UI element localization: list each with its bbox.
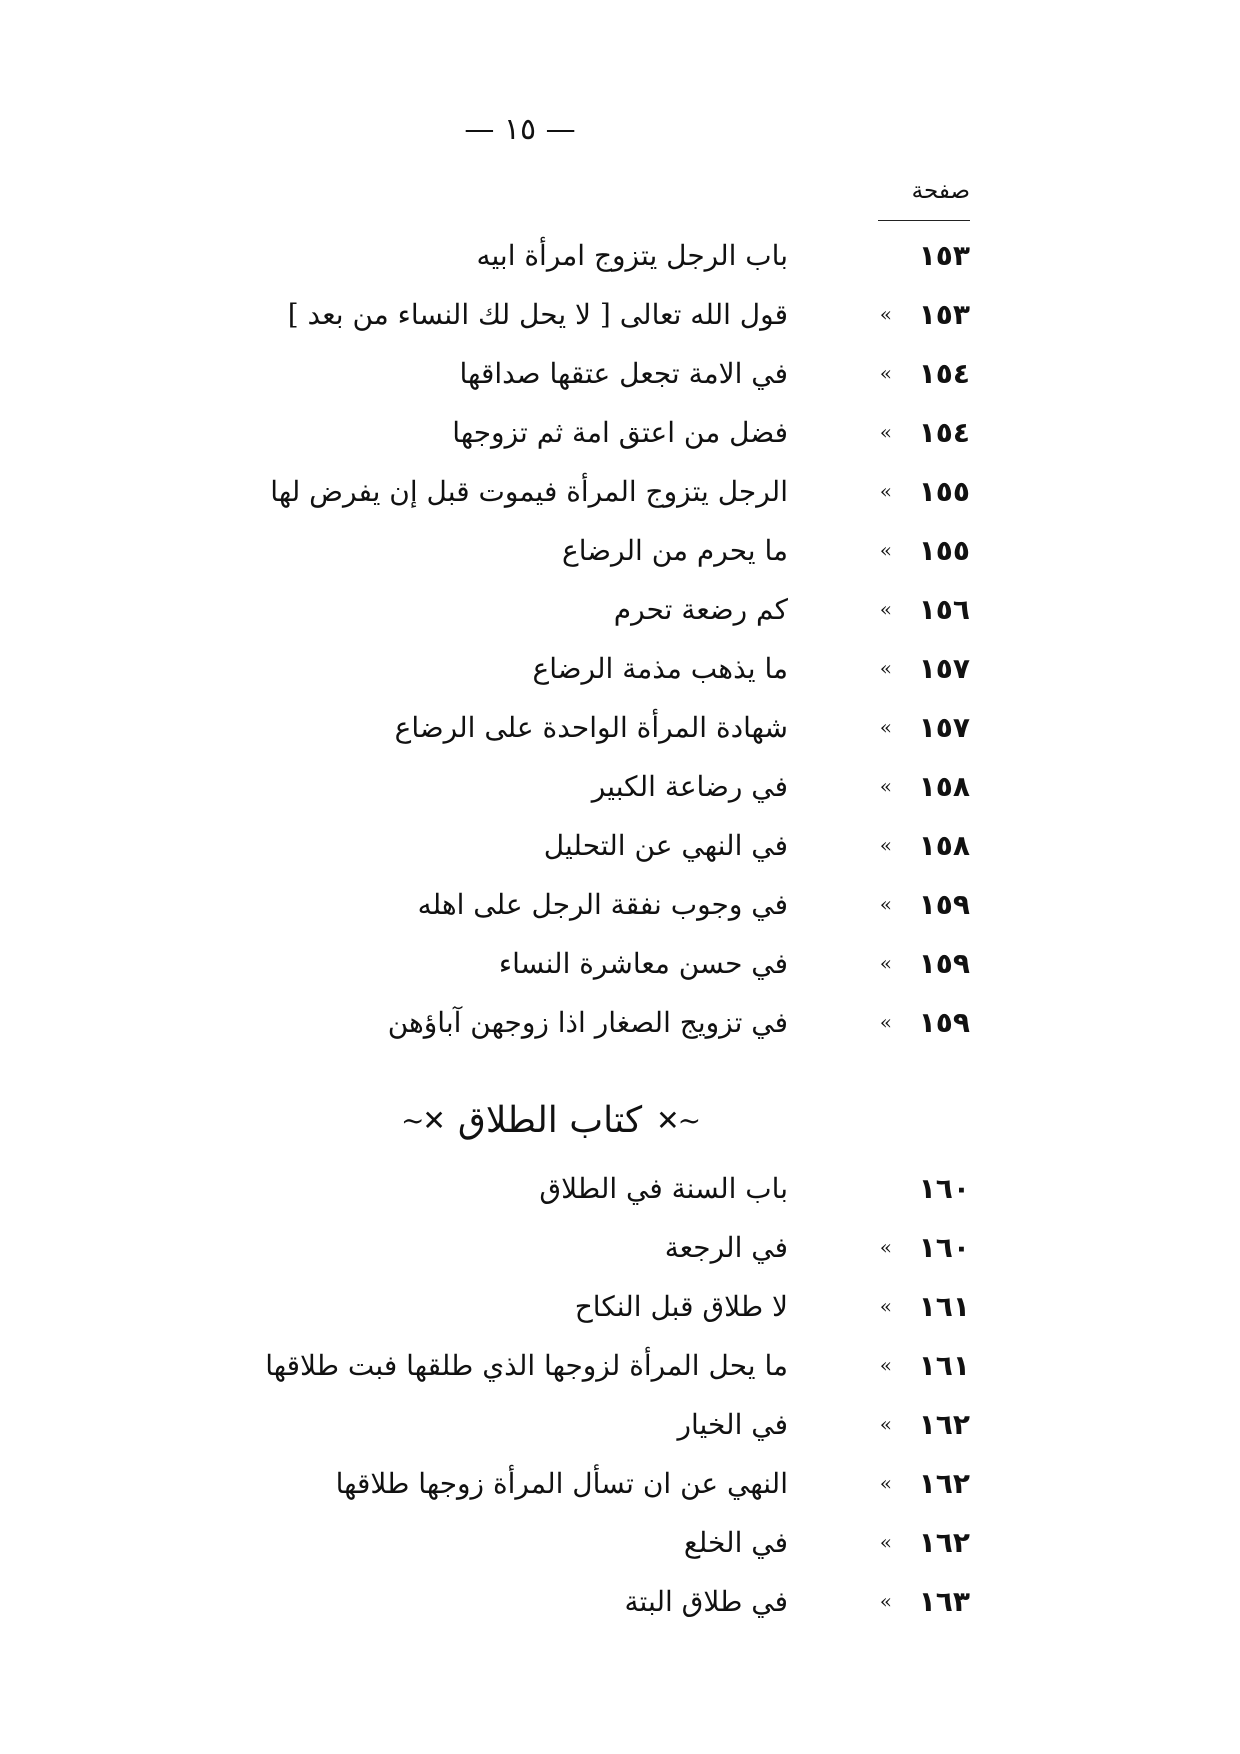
entry-page-number: ١٥٥	[918, 533, 970, 567]
index-entry	[270, 466, 970, 516]
entry-title: النهي عن ان تسأل المرأة زوجها طلاقها	[335, 1466, 788, 1500]
ornament-left: ✕~	[400, 1103, 444, 1137]
ditto-mark: »	[879, 361, 892, 385]
entry-title: باب الرجل يتزوج امرأة ابيه	[476, 238, 788, 272]
column-header: صفحة	[911, 178, 970, 204]
ditto-mark: »	[879, 715, 892, 739]
ditto-mark: »	[879, 1010, 892, 1034]
section-heading	[300, 1090, 800, 1150]
index-entry	[533, 643, 970, 693]
ditto-mark: »	[879, 1235, 892, 1259]
index-entry	[625, 1576, 970, 1626]
entry-title: شهادة المرأة الواحدة على الرضاع	[394, 710, 788, 744]
entry-title: ما يحل المرأة لزوجها الذي طلقها فبت طلاقها	[265, 1348, 788, 1382]
entry-page-number: ١٦٣	[918, 1584, 970, 1618]
index-entry	[575, 1281, 970, 1331]
entry-page-number: ١٦٠	[918, 1230, 970, 1264]
ditto-mark: »	[879, 420, 892, 444]
ditto-mark: »	[879, 1471, 892, 1495]
entry-page-number: ١٥٩	[918, 887, 970, 921]
page-number: — ١٥ —	[464, 112, 576, 147]
ditto-mark: »	[879, 597, 892, 621]
index-entry	[562, 525, 970, 575]
entry-title: في رضاعة الكبير	[591, 769, 788, 803]
ditto-mark: »	[879, 833, 892, 857]
entry-title: باب السنة في الطلاق	[539, 1171, 788, 1205]
ditto-mark: »	[879, 1530, 892, 1554]
entry-title: في الامة تجعل عتقها صداقها	[459, 356, 788, 390]
ditto-mark: »	[879, 1589, 892, 1613]
entry-page-number: ١٥٤	[918, 356, 970, 390]
index-entry	[476, 230, 970, 280]
entry-page-number: ١٥٨	[918, 769, 970, 803]
entry-page-number: ١٥٩	[918, 1005, 970, 1039]
entry-page-number: ١٦١	[918, 1348, 970, 1382]
entry-title: لا طلاق قبل النكاح	[574, 1289, 788, 1323]
entry-title: في النهي عن التحليل	[543, 828, 788, 862]
entry-title: في وجوب نفقة الرجل على اهله	[417, 887, 788, 921]
entry-page-number: ١٦٢	[918, 1525, 970, 1559]
ditto-mark: »	[879, 479, 892, 503]
entry-page-number: ١٥٤	[918, 415, 970, 449]
ditto-mark: »	[879, 656, 892, 680]
entry-page-number: ١٦٢	[918, 1466, 970, 1500]
ditto-mark: »	[879, 774, 892, 798]
index-entry	[614, 584, 970, 634]
index-entry	[592, 761, 970, 811]
entry-title: ما يحرم من الرضاع	[562, 533, 788, 567]
ditto-mark: »	[879, 302, 892, 326]
index-entry	[684, 1517, 970, 1567]
ditto-mark: »	[879, 1294, 892, 1318]
entry-page-number: ١٦١	[918, 1289, 970, 1323]
index-entry	[452, 407, 970, 457]
entry-title: كم رضعة تحرم	[613, 592, 788, 626]
index-entry	[288, 289, 970, 339]
ornament-right: ~✕	[656, 1103, 700, 1137]
ditto-mark: »	[879, 1353, 892, 1377]
index-entry	[460, 348, 971, 398]
entry-page-number: ١٥٣	[918, 297, 970, 331]
entry-title: في الخلع	[683, 1525, 788, 1559]
entry-page-number: ١٥٧	[918, 651, 970, 685]
index-entry	[665, 1222, 970, 1272]
index-entry	[677, 1399, 970, 1449]
ditto-mark: »	[879, 951, 892, 975]
entry-page-number: ١٥٥	[918, 474, 970, 508]
entry-title: في حسن معاشرة النساء	[498, 946, 788, 980]
entry-title: قول الله تعالى [ لا يحل لك النساء من بعد ]	[287, 297, 788, 331]
index-entry	[336, 1458, 970, 1508]
entry-title: فضل من اعتق امة ثم تزوجها	[452, 415, 788, 449]
entry-page-number: ١٥٩	[918, 946, 970, 980]
index-entry	[418, 879, 970, 929]
index-entry	[395, 702, 970, 752]
header-rule	[878, 220, 970, 221]
entry-page-number: ١٥٣	[918, 238, 970, 272]
index-entry	[265, 1340, 970, 1390]
entry-title: في تزويج الصغار اذا زوجهن آباؤهن	[387, 1005, 788, 1039]
index-entry	[388, 997, 970, 1047]
section-title: كتاب الطلاق	[457, 1099, 643, 1141]
entry-page-number: ١٥٧	[918, 710, 970, 744]
entry-title: في الخيار	[677, 1407, 788, 1441]
entry-page-number: ١٦٠	[918, 1171, 970, 1205]
entry-title: في الرجعة	[664, 1230, 788, 1264]
entry-page-number: ١٦٢	[918, 1407, 970, 1441]
entry-page-number: ١٥٨	[918, 828, 970, 862]
ditto-mark: »	[879, 538, 892, 562]
entry-title: الرجل يتزوج المرأة فيموت قبل إن يفرض لها	[270, 474, 788, 508]
index-entry	[499, 938, 970, 988]
ditto-mark: »	[879, 892, 892, 916]
index-entry	[544, 820, 970, 870]
ditto-mark: »	[879, 1412, 892, 1436]
index-entry	[539, 1163, 970, 1213]
entry-title: ما يذهب مذمة الرضاع	[532, 651, 788, 685]
entry-page-number: ١٥٦	[918, 592, 970, 626]
entry-title: في طلاق البتة	[624, 1584, 788, 1618]
